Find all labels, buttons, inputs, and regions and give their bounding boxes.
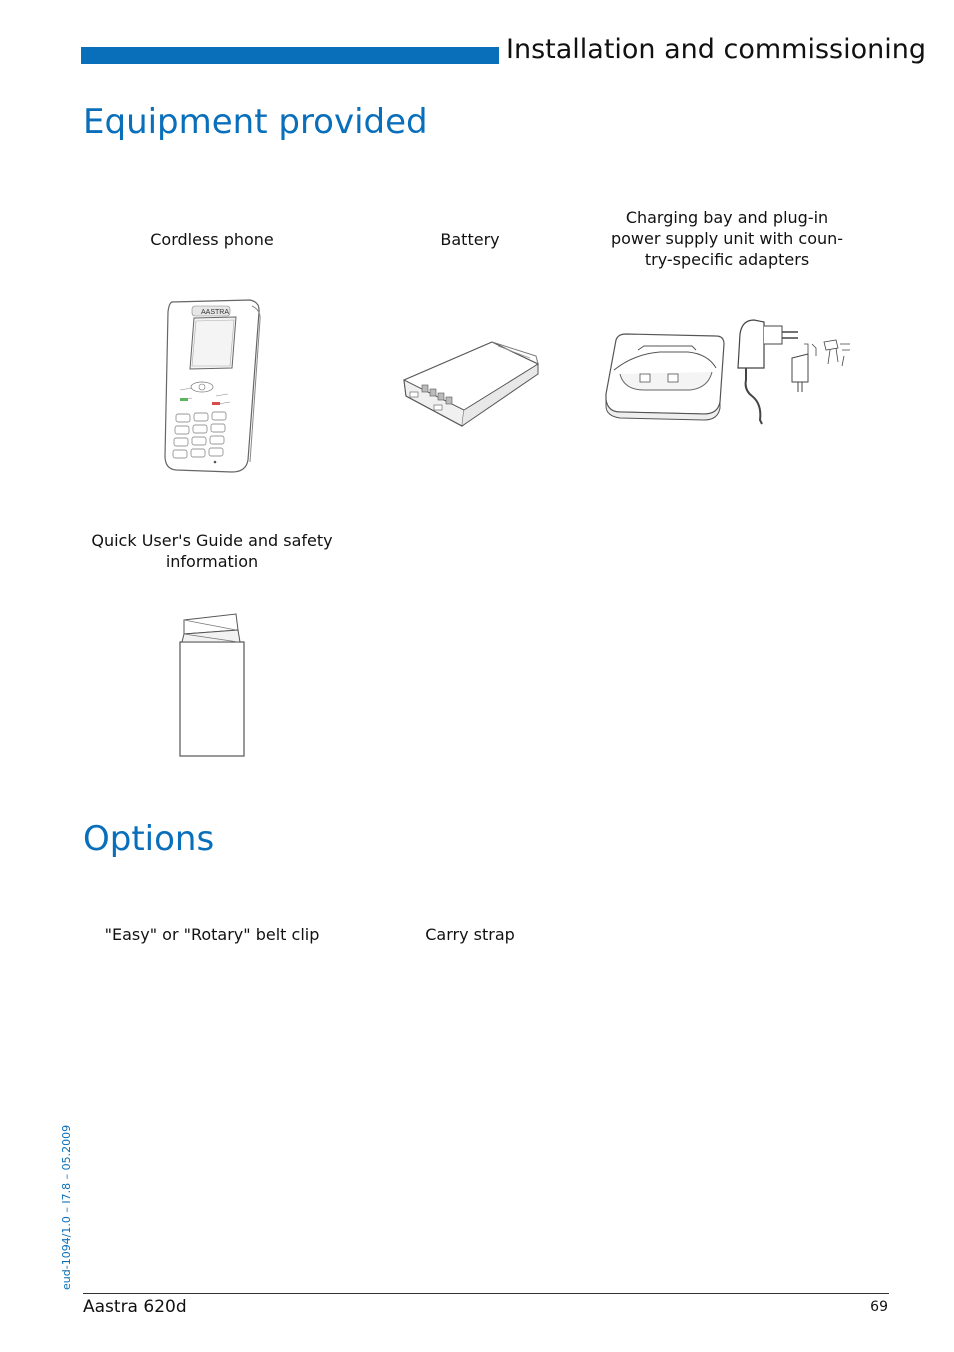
section-title: Installation and commissioning [506,34,926,65]
header-accent-bar [81,47,499,64]
heading-equipment-provided: Equipment provided [83,102,428,142]
leaflet-icon [176,612,250,760]
footer-product-name: Aastra 620d [83,1297,187,1317]
page-number: 69 [870,1299,888,1315]
document-code: eud-1094/1.0 – I7.8 – 05.2009 [60,1124,73,1290]
cordless-phone-icon [160,296,264,476]
footer-rule [83,1293,889,1294]
caption-charging-bay: Charging bay and plug-in power supply unit with coun- try-specific adapters [610,208,844,269]
svg-text:AASTRA: AASTRA [201,309,230,316]
caption-cordless-phone: Cordless phone [150,230,274,249]
charging-bay-icon [604,316,854,428]
battery-icon [400,338,542,430]
caption-belt-clip: "Easy" or "Rotary" belt clip [104,925,320,944]
caption-carry-strap: Carry strap [425,925,515,944]
caption-quick-guide: Quick User's Guide and safety information [91,531,333,571]
caption-battery: Battery [440,230,500,249]
heading-options: Options [83,819,215,859]
